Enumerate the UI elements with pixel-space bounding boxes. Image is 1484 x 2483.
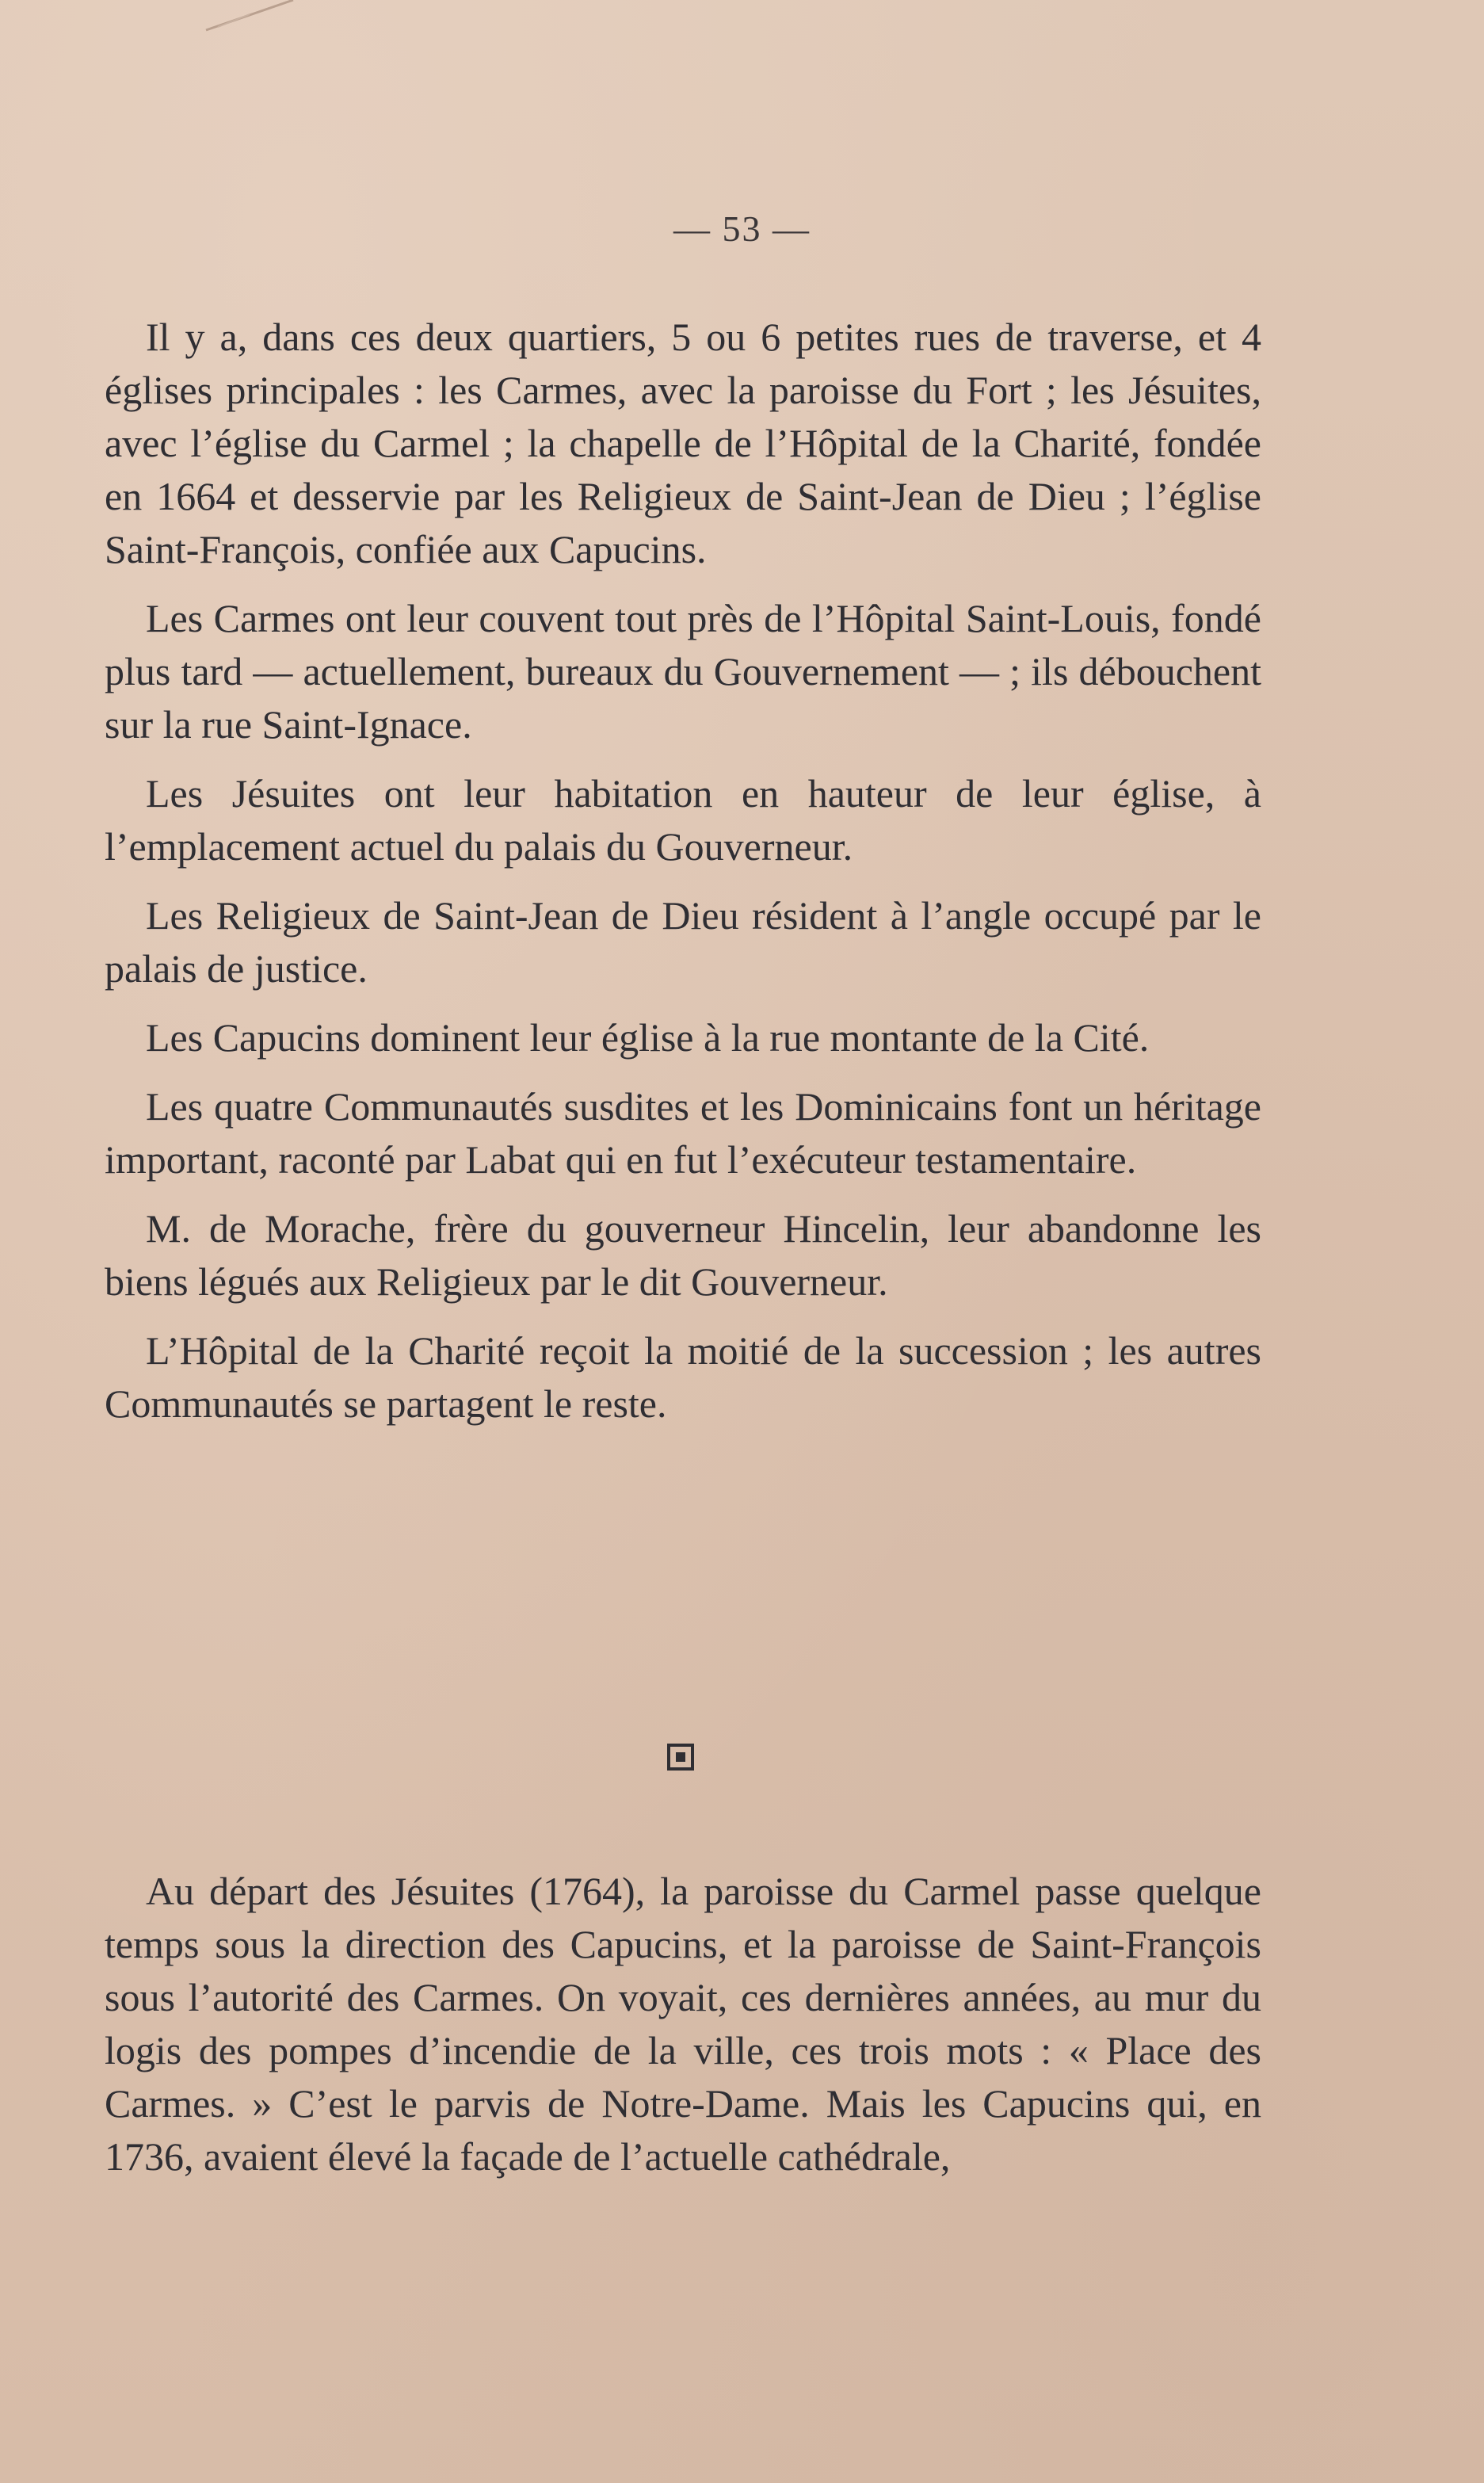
paragraph: L’Hôpital de la Charité reçoit la moitié de la succession ; les autres Communautés se partagent le reste.: [105, 1328, 1261, 1426]
text-block-bottom: [105, 1865, 1261, 2199]
paragraph: Les Capucins dominent leur église à la rue montante de la Cité.: [146, 1015, 1150, 1060]
text-block-top: [105, 311, 1261, 1446]
page-number: — 53 —: [673, 208, 811, 249]
square-ornament-icon: [667, 1744, 694, 1771]
page-corner-fold-mark: [202, 0, 297, 48]
paragraph: Il y a, dans ces deux quartiers, 5 ou 6 petites rues de traverse, et 4 églises principales : les Carmes, avec la paroisse du Fort ; les Jésuites, avec l’église du Carmel ; la chapelle de l’Hôpital de la Charité, fondée en 1664 et desservie par les Religieux de Saint-Jean de Dieu ; l’église Saint-François, confiée aux Capucins.: [105, 315, 1261, 571]
paragraph: Les quatre Communautés susdites et les Dominicains font un héritage important, raconté par Labat qui en fut l’exécuteur testamentaire.: [105, 1084, 1261, 1182]
paragraph: Au départ des Jésuites (1764), la paroisse du Carmel passe quelque temps sous la direction des Capucins, et la paroisse de Saint-François sous l’autorité des Carmes. On voyait, ces dernières années, au mur du logis des pompes d’incendie de la ville, ces trois mots : « Place des Carmes. » C’est le parvis de Notre-Dame. Mais les Capucins qui, en 1736, avaient élevé la façade de l’actuelle cathédrale,: [105, 1869, 1261, 2179]
paragraph: M. de Morache, frère du gouverneur Hincelin, leur abandonne les biens légués aux Religieux par le dit Gouverneur.: [105, 1206, 1261, 1304]
paragraph: Les Religieux de Saint-Jean de Dieu résident à l’angle occupé par le palais de justice.: [105, 893, 1261, 991]
paragraph: Les Carmes ont leur couvent tout près de l’Hôpital Saint-Louis, fondé plus tard — actuellement, bureaux du Gouvernement — ; ils débouchent sur la rue Saint-Ignace.: [105, 596, 1261, 747]
paragraph: Les Jésuites ont leur habitation en hauteur de leur église, à l’emplacement actuel du palais du Gouverneur.: [105, 771, 1261, 869]
